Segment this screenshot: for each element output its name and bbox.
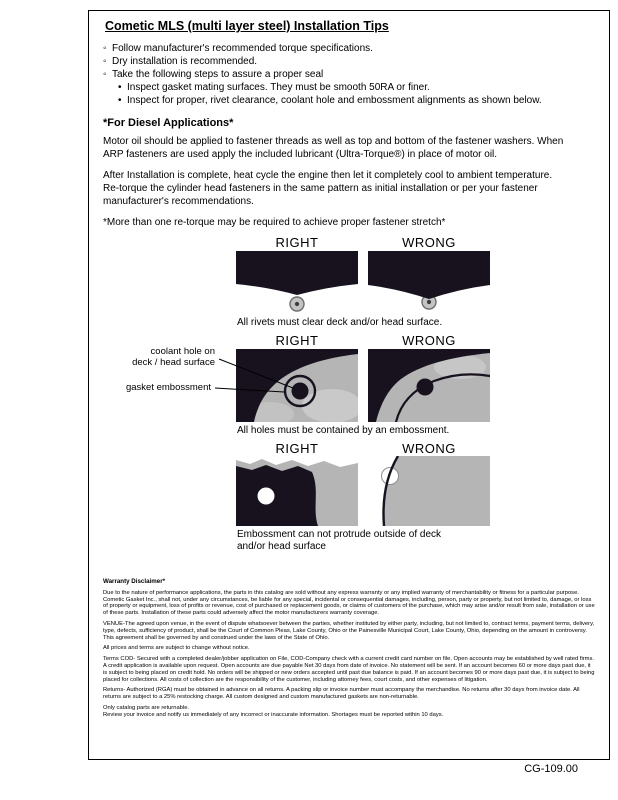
warranty-paragraph: Only catalog parts are returnable. bbox=[103, 704, 190, 711]
coolant-hole-callout: coolant hole on deck / head surface bbox=[132, 346, 215, 368]
row3-caption: Embossment can not protrude outside of deck and/or head surface bbox=[237, 529, 442, 552]
rivet-right-image bbox=[236, 251, 358, 313]
warranty-disclaimer bbox=[103, 579, 595, 719]
tip-item bbox=[103, 55, 595, 68]
row2-caption: All holes must be contained by an embossment. bbox=[237, 425, 450, 436]
hollow-bullet-icon bbox=[103, 42, 112, 55]
page-title: Cometic MLS (multi layer steel) Installation Tips bbox=[105, 19, 389, 33]
tip-text: Inspect gasket mating surfaces. They must be smooth 50RA or finer. bbox=[127, 82, 430, 93]
protrude-wrong-image bbox=[368, 456, 490, 526]
content-frame bbox=[88, 10, 610, 760]
tip-item bbox=[103, 68, 595, 81]
diesel-paragraph-2: After Installation is complete, heat cycle the engine then let it completely cool to ambient temperature. Re-torque the cylinder head fasteners in the same pattern as initial installation or per your fastener manufacturer's recommendations. bbox=[103, 170, 553, 207]
hollow-bullet-icon bbox=[103, 55, 112, 68]
page-code: CG-109.00 bbox=[524, 763, 578, 775]
retorque-note: *More than one re-torque may be required to achieve proper fastener stretch* bbox=[103, 217, 446, 228]
embossment-wrong-image bbox=[368, 349, 490, 422]
right-label-row2: RIGHT bbox=[275, 333, 319, 348]
tip-text: Dry installation is recommended. bbox=[112, 56, 258, 67]
tip-item bbox=[103, 42, 595, 55]
warranty-paragraph: All prices and terms are subject to change without notice. bbox=[103, 645, 250, 652]
warranty-paragraph: Returns- Authorized (RGA) must be obtained in advance on all returns. A packing slip or invoice number must accompany the merchandise. No returns after 30 days from invoice date. All returns are subject to a 25% restocking charge. All custom designed and custom manufactured gaskets are non-returnable. bbox=[103, 687, 580, 701]
row1-caption: All rivets must clear deck and/or head surface. bbox=[237, 317, 443, 328]
diagram-section bbox=[103, 235, 595, 553]
warranty-paragraph: VENUE-The agreed upon venue, in the event of dispute whatsoever between the parties, whether instituted by either party, including, but not limited to, contract terms, payment terms, delivery, type, defects, sufficiency of product, shall be the Court of Common Pleas, Lake County, Ohio or the Painesville Municipal Court, Lake County, Ohio, depending on the amount in controversy. This agreement shall be governed by and construed under the laws of the State of Ohio. bbox=[103, 620, 595, 641]
rivet-wrong-image bbox=[368, 251, 490, 313]
wrong-label-row3: WRONG bbox=[402, 441, 456, 456]
right-label-row3: RIGHT bbox=[275, 441, 319, 456]
warranty-paragraph: Due to the nature of performance applications, the parts in this catalog are sold without any express warranty or any implied warranty of merchantability or fitness for a particular purpose. Cometic Gasket Inc., shall not, under any circumstances, be liable for any special, incidental or consequential damages, including, person, party or property, but not limited to, damage, or loss of property or equipment, loss of profits or revenue, cost of purchased or replacement goods, or claims of customers of the purchase, which may arise and/or result from sale, installation or use of these parts. Installation of these parts could adversely affect the motor manufacturers warranty coverage. bbox=[103, 589, 595, 617]
warranty-paragraph: Terms COD- Secured with a completed dealer/jobber application on File, COD-Company check with a current credit card number on file. Open accounts may be established by well rated firms. A credit application is available upon request. Open accounts are due payable Net 30 days from date of invoice. No statement will be sent. If an account becomes 60 or more days past due, it is subject to being placed on credit hold. No orders will be shipped or new orders accepted until past due balance is paid. If an account becomes 90 or more days past due, it is subject to being placed for collections. All costs of collection are the responsibility of the customer, including attorney fees, court costs, and other expenses of litigation. bbox=[103, 656, 595, 683]
tip-subitem bbox=[118, 94, 595, 107]
solid-bullet-icon bbox=[118, 94, 127, 107]
warranty-heading: Warranty Disclaimer* bbox=[103, 578, 166, 585]
gasket-embossment-callout: gasket embossment bbox=[125, 382, 211, 393]
solid-bullet-icon bbox=[118, 81, 127, 94]
tip-text: Take the following steps to assure a proper seal bbox=[112, 69, 324, 80]
hollow-bullet-icon bbox=[103, 68, 112, 81]
tip-subitem bbox=[118, 81, 595, 94]
wrong-label-row1: WRONG bbox=[402, 235, 456, 250]
wrong-label-row2: WRONG bbox=[402, 333, 456, 348]
tip-text: Follow manufacturer's recommended torque specifications. bbox=[112, 43, 373, 54]
diesel-heading: *For Diesel Applications* bbox=[103, 117, 234, 129]
protrude-right-image bbox=[236, 456, 358, 526]
tips-list bbox=[103, 42, 595, 107]
warranty-paragraph: Review your invoice and notify us immediately of any incorrect or inaccurate information. Shortages must be reported within 10 days. bbox=[103, 711, 444, 718]
tip-text: Inspect for proper, rivet clearance, coolant hole and embossment alignments as shown below. bbox=[127, 95, 542, 106]
right-label-row1: RIGHT bbox=[275, 235, 319, 250]
diesel-paragraph-1: Motor oil should be applied to fastener threads as well as top and bottom of the fastener washers. When ARP fasteners are used apply the included lubricant (Ultra-Torque®) in place of motor oil. bbox=[103, 136, 564, 160]
embossment-right-image bbox=[236, 349, 358, 422]
